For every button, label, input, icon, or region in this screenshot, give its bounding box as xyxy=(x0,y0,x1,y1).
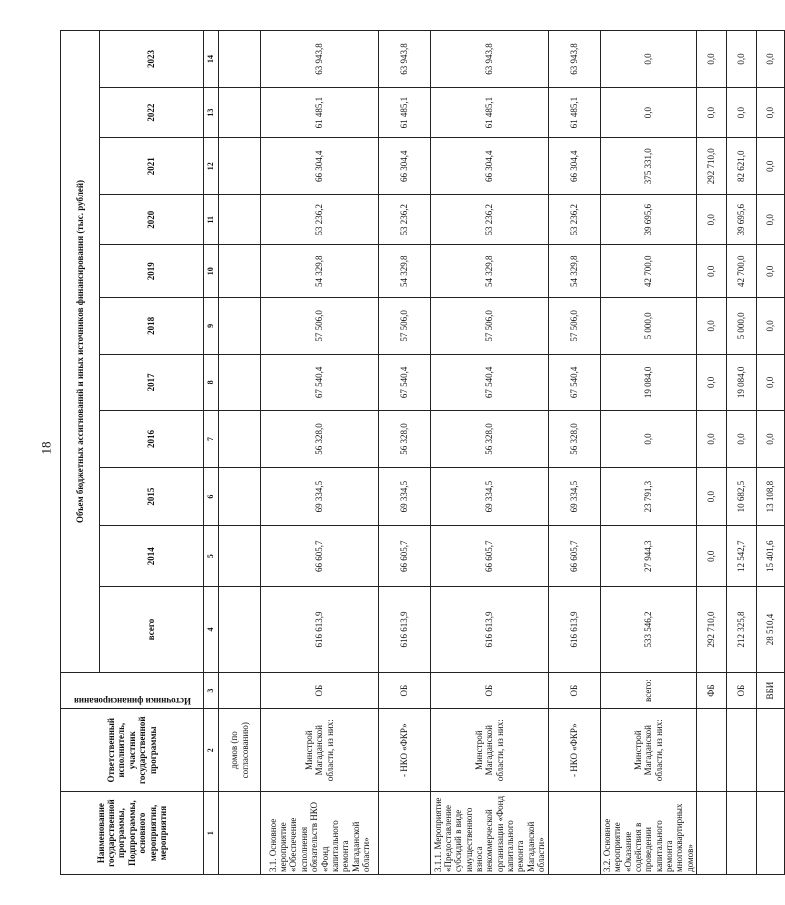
row-value: 67 540,4 xyxy=(431,354,549,411)
row-value: 39 695,6 xyxy=(601,194,697,245)
row-value: 292 710,0 xyxy=(697,138,727,195)
row-program-name xyxy=(379,792,431,875)
row-value: 5 000,0 xyxy=(601,298,697,355)
row-value: 15 401,6 xyxy=(757,526,785,587)
row-source: ОБ xyxy=(379,672,431,708)
table-row xyxy=(431,31,549,875)
row-program-name: 3.1. Основное мероприятие «Обеспечение исполнения обязательств НКО «Фонд капитального ремонта Магаданской области» xyxy=(261,792,379,875)
page-number: 18 xyxy=(38,441,54,455)
row-executor: Минстрой Магаданской области, из них: xyxy=(431,709,549,792)
row-value: 616 613,9 xyxy=(431,587,549,673)
row-value: 57 506,0 xyxy=(379,298,431,355)
row-program-name: 3.1.1. Мероприятие «Предоставление субсидий в виде имущественного взноса некоммерческой организации «Фонд капитального ремонта Магаданской области» xyxy=(431,792,549,875)
row-value: 53 236,2 xyxy=(379,194,431,245)
header-executor: Ответственный исполнитель, участник государственной программы xyxy=(61,709,204,792)
row-value: 0,0 xyxy=(697,194,727,245)
row-value: 616 613,9 xyxy=(261,587,379,673)
row-value: 28 510,4 xyxy=(757,587,785,673)
row-program-name xyxy=(727,792,757,875)
row-value: 0,0 xyxy=(697,31,727,88)
row-value: 69 334,5 xyxy=(431,467,549,526)
row-value: 0,0 xyxy=(727,411,757,468)
row-value: 0,0 xyxy=(757,411,785,468)
table-row xyxy=(757,31,785,875)
row-value: 5 000,0 xyxy=(727,298,757,355)
header-total: всего xyxy=(100,587,204,673)
row-value: 292 710,0 xyxy=(697,587,727,673)
row-value: 69 334,5 xyxy=(261,467,379,526)
row-value: 82 621,0 xyxy=(727,138,757,195)
index-cell: 3 xyxy=(204,672,219,708)
row-value: 42 700,0 xyxy=(727,245,757,298)
header-year: 2021 xyxy=(100,138,204,195)
index-row xyxy=(204,31,219,875)
row-value: 0,0 xyxy=(757,354,785,411)
row-value: 0,0 xyxy=(601,87,697,138)
header-row-1 xyxy=(61,31,100,875)
row-value: 0,0 xyxy=(697,354,727,411)
row-value: 0,0 xyxy=(757,138,785,195)
row-program-name xyxy=(549,792,601,875)
row-value: 0,0 xyxy=(601,31,697,88)
row-value: 23 791,3 xyxy=(601,467,697,526)
row-value: 54 329,8 xyxy=(549,245,601,298)
row-source: всего: xyxy=(601,672,697,708)
header-program: Наименование государственной программы, Подпрограммы, основного мероприятия, мероприятия xyxy=(61,792,204,875)
row-value: 66 605,7 xyxy=(431,526,549,587)
row-value: 0,0 xyxy=(757,87,785,138)
index-cell: 2 xyxy=(204,709,219,792)
header-funding: Объем бюджетных ассигнований и иных источников финансирования (тыс. рублей) xyxy=(61,31,100,673)
row-value: 53 236,2 xyxy=(431,194,549,245)
header-year: 2016 xyxy=(100,411,204,468)
row-value: 56 328,0 xyxy=(379,411,431,468)
row-value: 67 540,4 xyxy=(549,354,601,411)
row-value: 61 485,1 xyxy=(379,87,431,138)
row-value: 67 540,4 xyxy=(379,354,431,411)
row-executor: - НКО «ФКР» xyxy=(379,709,431,792)
header-year: 2017 xyxy=(100,354,204,411)
table-row xyxy=(697,31,727,875)
row-value: 63 943,8 xyxy=(261,31,379,88)
index-cell: 13 xyxy=(204,87,219,138)
row-executor xyxy=(727,709,757,792)
row-value: 69 334,5 xyxy=(549,467,601,526)
row-value: 19 084,0 xyxy=(601,354,697,411)
header-year: 2014 xyxy=(100,526,204,587)
row-value: 0,0 xyxy=(757,245,785,298)
row-executor xyxy=(697,709,727,792)
row-value: 53 236,2 xyxy=(261,194,379,245)
row-source: ОБ xyxy=(727,672,757,708)
row-value: 54 329,8 xyxy=(261,245,379,298)
row-value: 13 108,8 xyxy=(757,467,785,526)
row-value: 0,0 xyxy=(697,467,727,526)
row-value: 63 943,8 xyxy=(379,31,431,88)
row-value: 56 328,0 xyxy=(549,411,601,468)
header-year: 2020 xyxy=(100,194,204,245)
row-value: 0,0 xyxy=(601,411,697,468)
index-cell: 9 xyxy=(204,298,219,355)
index-cell: 11 xyxy=(204,194,219,245)
index-cell: 5 xyxy=(204,526,219,587)
row-value: 56 328,0 xyxy=(261,411,379,468)
row-source: ОБ xyxy=(549,672,601,708)
header-year: 2022 xyxy=(100,87,204,138)
index-cell: 12 xyxy=(204,138,219,195)
row-value: 56 328,0 xyxy=(431,411,549,468)
cont-executor: домов (по согласованию) xyxy=(219,709,261,792)
index-cell: 8 xyxy=(204,354,219,411)
row-value: 69 334,5 xyxy=(379,467,431,526)
row-value: 533 546,2 xyxy=(601,587,697,673)
row-value: 61 485,1 xyxy=(261,87,379,138)
row-program-name xyxy=(757,792,785,875)
row-value: 57 506,0 xyxy=(431,298,549,355)
header-source xyxy=(61,672,204,708)
index-cell: 7 xyxy=(204,411,219,468)
row-program-name xyxy=(697,792,727,875)
row-source: ОБ xyxy=(431,672,549,708)
header-year: 2015 xyxy=(100,467,204,526)
row-value: 61 485,1 xyxy=(549,87,601,138)
table-row xyxy=(727,31,757,875)
row-value: 0,0 xyxy=(727,87,757,138)
row-value: 616 613,9 xyxy=(549,587,601,673)
header-year: 2018 xyxy=(100,298,204,355)
continuation-row xyxy=(219,31,261,875)
row-value: 54 329,8 xyxy=(431,245,549,298)
row-executor xyxy=(757,709,785,792)
row-value: 375 331,0 xyxy=(601,138,697,195)
row-executor: - НКО «ФКР» xyxy=(549,709,601,792)
row-value: 10 682,5 xyxy=(727,467,757,526)
row-executor: Минстрой Магаданской области, из них: xyxy=(261,709,379,792)
row-source: ФБ xyxy=(697,672,727,708)
row-value: 0,0 xyxy=(697,298,727,355)
row-value: 616 613,9 xyxy=(379,587,431,673)
row-value: 66 304,4 xyxy=(379,138,431,195)
index-cell: 6 xyxy=(204,467,219,526)
row-value: 42 700,0 xyxy=(601,245,697,298)
index-cell: 4 xyxy=(204,587,219,673)
row-value: 67 540,4 xyxy=(261,354,379,411)
header-source-label: Источники финансирования xyxy=(73,696,191,707)
row-value: 66 304,4 xyxy=(261,138,379,195)
row-value: 54 329,8 xyxy=(379,245,431,298)
row-value: 66 605,7 xyxy=(379,526,431,587)
rotated-table-container xyxy=(60,30,776,875)
row-value: 0,0 xyxy=(757,194,785,245)
row-value: 212 325,8 xyxy=(727,587,757,673)
table-row xyxy=(379,31,431,875)
row-value: 19 084,0 xyxy=(727,354,757,411)
row-value: 0,0 xyxy=(697,411,727,468)
row-value: 0,0 xyxy=(697,87,727,138)
table-row xyxy=(261,31,379,875)
row-value: 63 943,8 xyxy=(549,31,601,88)
row-value: 66 605,7 xyxy=(549,526,601,587)
header-year: 2019 xyxy=(100,245,204,298)
row-executor: Минстрой Магаданской области, из них: xyxy=(601,709,697,792)
row-value: 0,0 xyxy=(727,31,757,88)
row-value: 57 506,0 xyxy=(261,298,379,355)
row-source: ВБИ xyxy=(757,672,785,708)
table-row xyxy=(601,31,697,875)
table-row xyxy=(549,31,601,875)
row-value: 66 304,4 xyxy=(549,138,601,195)
row-source: ОБ xyxy=(261,672,379,708)
index-cell: 1 xyxy=(204,792,219,875)
row-value: 0,0 xyxy=(697,526,727,587)
row-value: 66 304,4 xyxy=(431,138,549,195)
row-value: 12 542,7 xyxy=(727,526,757,587)
row-value: 0,0 xyxy=(757,298,785,355)
row-value: 39 695,6 xyxy=(727,194,757,245)
row-value: 0,0 xyxy=(757,31,785,88)
index-cell: 14 xyxy=(204,31,219,88)
row-program-name: 3.2. Основное мероприятие «Оказание содействия в проведении капитального ремонта многоквартирных домов» xyxy=(601,792,697,875)
table-body xyxy=(261,31,785,875)
cont-name xyxy=(219,792,261,875)
row-value: 57 506,0 xyxy=(549,298,601,355)
row-value: 61 485,1 xyxy=(431,87,549,138)
row-value: 0,0 xyxy=(697,245,727,298)
funding-table xyxy=(60,30,785,875)
header-year: 2023 xyxy=(100,31,204,88)
row-value: 66 605,7 xyxy=(261,526,379,587)
row-value: 63 943,8 xyxy=(431,31,549,88)
index-cell: 10 xyxy=(204,245,219,298)
row-value: 53 236,2 xyxy=(549,194,601,245)
row-value: 27 944,3 xyxy=(601,526,697,587)
